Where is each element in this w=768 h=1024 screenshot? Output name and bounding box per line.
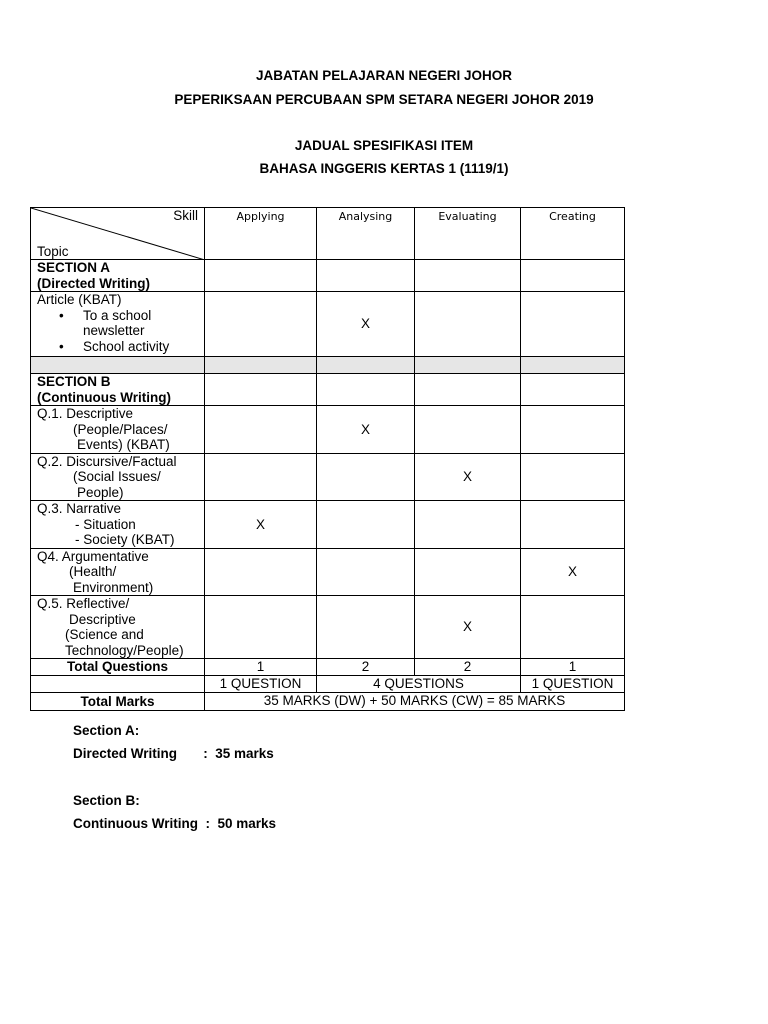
summary-applying: 1 QUESTION bbox=[205, 676, 317, 693]
q1-line-1: Q.1. Descriptive bbox=[37, 406, 134, 421]
q2-line-1: Q.2. Discursive/Factual bbox=[37, 453, 177, 469]
total-marks-label: Total Marks bbox=[31, 693, 205, 711]
q5-line-2: Descriptive bbox=[69, 611, 136, 627]
total-evaluating: 2 bbox=[415, 659, 521, 676]
table-row bbox=[31, 501, 625, 549]
skill-header-evaluating: Evaluating bbox=[415, 208, 521, 260]
footer-section-b-label: Section B: bbox=[73, 793, 140, 808]
header-line-4: BAHASA INGGERIS KERTAS 1 (1119/1) bbox=[259, 161, 509, 176]
section-a-title-text: SECTION A bbox=[37, 260, 111, 275]
total-marks-row bbox=[31, 693, 625, 711]
q4-line-2: (Health/ bbox=[69, 564, 117, 579]
skill-label: Skill bbox=[173, 208, 198, 223]
section-b-title bbox=[31, 374, 205, 406]
section-a-subtitle: (Directed Writing) bbox=[37, 275, 151, 291]
table-row bbox=[31, 292, 625, 357]
q2-evaluating-mark: X bbox=[415, 453, 521, 501]
skill-header-creating: Creating bbox=[521, 208, 625, 260]
table-row bbox=[31, 406, 625, 454]
summary-creating: 1 QUESTION bbox=[521, 676, 625, 693]
table-row bbox=[31, 374, 625, 406]
table-row bbox=[31, 453, 625, 501]
q1-analysing-mark: X bbox=[317, 406, 415, 454]
q1-topic bbox=[31, 406, 205, 454]
skill-header-applying: Applying bbox=[205, 208, 317, 260]
footer-section-a-line: Directed Writing : 35 marks bbox=[73, 746, 274, 761]
section-b-subtitle: (Continuous Writing) bbox=[37, 389, 171, 405]
summary-middle: 4 QUESTIONS bbox=[317, 676, 521, 693]
q5-line-3: (Science and bbox=[65, 627, 144, 642]
footer-section-a-label: Section A: bbox=[73, 723, 140, 738]
q5-evaluating-mark: X bbox=[415, 596, 521, 659]
header-line-2: PEPERIKSAAN PERCUBAAN SPM SETARA NEGERI JOHOR 2019 bbox=[174, 92, 594, 107]
list-item bbox=[37, 339, 204, 355]
skill-header-analysing: Analysing bbox=[317, 208, 415, 260]
total-questions-label: Total Questions bbox=[31, 659, 205, 676]
separator-row bbox=[31, 357, 625, 374]
article-title: Article (KBAT) bbox=[37, 292, 122, 307]
total-analysing: 2 bbox=[317, 659, 415, 676]
specification-table bbox=[30, 207, 625, 711]
bullet-1-line-1: To a school bbox=[83, 307, 152, 323]
q4-creating-mark: X bbox=[521, 548, 625, 596]
footer-section-b-line: Continuous Writing : 50 marks bbox=[73, 816, 277, 831]
q4-line-3: Environment) bbox=[73, 579, 154, 595]
bullet-2: School activity bbox=[83, 338, 170, 354]
table-row bbox=[31, 596, 625, 659]
q2-line-3: People) bbox=[77, 484, 124, 500]
q3-topic bbox=[31, 501, 205, 549]
q3-line-3: - Society (KBAT) bbox=[75, 532, 175, 547]
article-analysing-mark: X bbox=[317, 292, 415, 357]
table-row bbox=[31, 260, 625, 292]
total-questions-row bbox=[31, 659, 625, 676]
total-marks-value: 35 MARKS (DW) + 50 MARKS (CW) = 85 MARKS bbox=[205, 693, 625, 711]
q5-line-4: Technology/People) bbox=[65, 642, 184, 658]
q4-topic bbox=[31, 548, 205, 596]
q4-line-1: Q4. Argumentative bbox=[37, 548, 149, 564]
article-bullets bbox=[37, 308, 204, 355]
summary-row bbox=[31, 676, 625, 693]
corner-cell bbox=[31, 208, 205, 260]
bullet-1-line-2: newsletter bbox=[83, 323, 145, 338]
q5-topic bbox=[31, 596, 205, 659]
q1-line-2: (People/Places/ bbox=[73, 421, 168, 437]
table-header-row bbox=[31, 208, 625, 260]
article-topic bbox=[31, 292, 205, 357]
q3-line-2: - Situation bbox=[75, 516, 136, 532]
section-b-title-text: SECTION B bbox=[37, 374, 111, 389]
q1-line-3: Events) (KBAT) bbox=[77, 437, 170, 452]
q2-topic bbox=[31, 453, 205, 501]
q2-line-2: (Social Issues/ bbox=[73, 469, 161, 484]
header-line-1: JABATAN PELAJARAN NEGERI JOHOR bbox=[255, 68, 513, 83]
table-row bbox=[31, 548, 625, 596]
q3-applying-mark: X bbox=[205, 501, 317, 549]
topic-label: Topic bbox=[37, 243, 69, 259]
total-creating: 1 bbox=[521, 659, 625, 676]
section-a-title bbox=[31, 260, 205, 292]
header-line-3: JADUAL SPESIFIKASI ITEM bbox=[294, 138, 474, 153]
list-item bbox=[37, 308, 204, 339]
q3-line-1: Q.3. Narrative bbox=[37, 501, 122, 516]
q5-line-1: Q.5. Reflective/ bbox=[37, 596, 130, 611]
total-applying: 1 bbox=[205, 659, 317, 676]
